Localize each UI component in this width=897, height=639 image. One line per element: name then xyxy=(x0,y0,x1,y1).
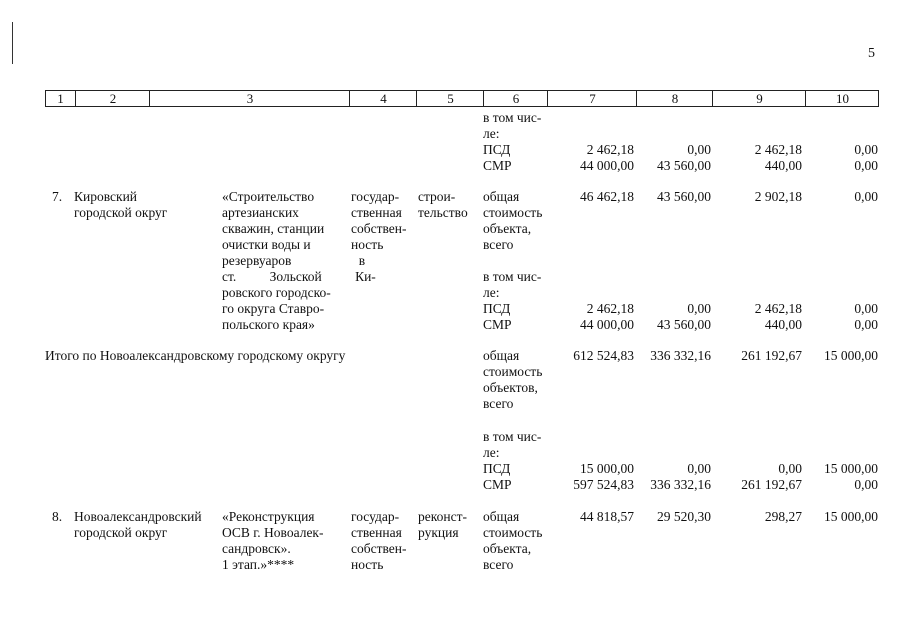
itogo-total-col10: 15 000,00 xyxy=(824,348,878,363)
row7-psd-col7: 2 462,18 xyxy=(586,301,634,316)
object-line: скважин, станции xyxy=(222,221,325,236)
itogo-total-col7: 612 524,83 xyxy=(573,348,634,363)
ownership-line: ность xyxy=(351,557,384,572)
cost-label-line: объектов, xyxy=(483,380,538,395)
object-line: ст. Зольской Ки- xyxy=(222,269,376,284)
object-line: артезианских xyxy=(222,205,299,220)
row7-total-col10: 0,00 xyxy=(854,189,878,204)
cost-label-line: объекта, xyxy=(483,541,532,556)
header-col-8: 8 xyxy=(636,91,713,106)
row7-total-col7: 46 462,18 xyxy=(580,189,634,204)
top-psd-col7: 2 462,18 xyxy=(586,142,634,157)
top-psd-col10: 0,00 xyxy=(854,142,878,157)
top-smr-col10: 0,00 xyxy=(854,158,878,173)
object-line: 1 этап.»**** xyxy=(222,557,295,572)
margin-line xyxy=(12,22,13,64)
row7-psd-col10: 0,00 xyxy=(854,301,878,316)
incl-line: в том чис- xyxy=(483,269,542,284)
work-line: строи- xyxy=(418,189,456,204)
psd-label: ПСД xyxy=(483,461,511,476)
ownership-line: собствен- xyxy=(351,221,407,236)
row7-psd-col9: 2 462,18 xyxy=(754,301,802,316)
header-col-7: 7 xyxy=(547,91,637,106)
cost-label-line: общая xyxy=(483,509,520,524)
top-smr-col7: 44 000,00 xyxy=(580,158,634,173)
district-line: городской округ xyxy=(74,525,168,540)
itogo-incl-label xyxy=(483,429,541,493)
smr-label: СМР xyxy=(483,158,512,173)
row8-total-col10: 15 000,00 xyxy=(824,509,878,524)
ownership-line: собствен- xyxy=(351,541,407,556)
itogo-total-col8: 336 332,16 xyxy=(650,348,711,363)
row7-cost-label xyxy=(483,189,542,253)
header-col-5: 5 xyxy=(416,91,484,106)
row7-district xyxy=(74,189,167,221)
incl-line: ле: xyxy=(483,445,500,460)
object-line: резервуаров в xyxy=(222,253,366,268)
page-number: 5 xyxy=(868,46,875,61)
header-col-2: 2 xyxy=(75,91,150,106)
cost-label-line: общая xyxy=(483,348,520,363)
incl-line: в том чис- xyxy=(483,110,542,125)
itogo-psd-col9: 0,00 xyxy=(778,461,802,476)
object-line: ОСВ г. Новоалек- xyxy=(222,525,324,540)
itogo-cost-label xyxy=(483,348,542,412)
row7-number: 7. xyxy=(52,189,63,204)
row7-total-col9: 2 902,18 xyxy=(754,189,802,204)
object-line: ровского городско- xyxy=(222,285,331,300)
incl-line: ле: xyxy=(483,285,500,300)
itogo-smr-col10: 0,00 xyxy=(854,477,878,492)
row7-psd-col8: 0,00 xyxy=(687,301,711,316)
cost-label-line: всего xyxy=(483,557,514,572)
top-incl-label xyxy=(483,110,541,174)
psd-label: ПСД xyxy=(483,301,511,316)
row8-total-col8: 29 520,30 xyxy=(657,509,711,524)
top-smr-col8: 43 560,00 xyxy=(657,158,711,173)
top-psd-col8: 0,00 xyxy=(687,142,711,157)
row7-ownership xyxy=(351,189,407,253)
row8-number: 8. xyxy=(52,509,63,524)
ownership-line: ственная xyxy=(351,205,402,220)
itogo-smr-col7: 597 524,83 xyxy=(573,477,634,492)
row7-incl-label xyxy=(483,269,541,333)
row8-cost-label xyxy=(483,509,542,573)
row8-total-col7: 44 818,57 xyxy=(580,509,634,524)
top-psd-col9: 2 462,18 xyxy=(754,142,802,157)
header-col-3: 3 xyxy=(149,91,350,106)
itogo-total-col9: 261 192,67 xyxy=(741,348,802,363)
itogo-smr-col8: 336 332,16 xyxy=(650,477,711,492)
row7-smr-col9: 440,00 xyxy=(764,317,802,332)
header-col-4: 4 xyxy=(349,91,417,106)
itogo-psd-col7: 15 000,00 xyxy=(580,461,634,476)
object-line: «Строительство xyxy=(222,189,315,204)
row7-smr-col7: 44 000,00 xyxy=(580,317,634,332)
row7-smr-col8: 43 560,00 xyxy=(657,317,711,332)
district-line: Новоалександровский xyxy=(74,509,202,524)
itogo-label: Итого по Новоалександровскому городскому округу xyxy=(45,348,346,363)
ownership-line: государ- xyxy=(351,509,400,524)
object-line: го округа Ставро- xyxy=(222,301,325,316)
itogo-smr-col9: 261 192,67 xyxy=(741,477,802,492)
cost-label-line: общая xyxy=(483,189,520,204)
ownership-line: ственная xyxy=(351,525,402,540)
work-line: тельство xyxy=(418,205,468,220)
itogo-psd-col10: 15 000,00 xyxy=(824,461,878,476)
row8-work-type xyxy=(418,509,467,541)
top-smr-col9: 440,00 xyxy=(764,158,802,173)
row8-object-name xyxy=(222,509,324,573)
object-line: «Реконструкция xyxy=(222,509,315,524)
incl-line: ле: xyxy=(483,126,500,141)
itogo-psd-col8: 0,00 xyxy=(687,461,711,476)
object-line: очистки воды и xyxy=(222,237,311,252)
psd-label: ПСД xyxy=(483,142,511,157)
header-col-6: 6 xyxy=(483,91,548,106)
cost-label-line: всего xyxy=(483,237,514,252)
header-col-1: 1 xyxy=(57,91,64,106)
header-col-10: 10 xyxy=(805,91,879,106)
object-line: сандровск». xyxy=(222,541,291,556)
row7-smr-col10: 0,00 xyxy=(854,317,878,332)
ownership-line: ность xyxy=(351,237,384,252)
ownership-line: государ- xyxy=(351,189,400,204)
row8-ownership xyxy=(351,509,407,573)
incl-line: в том чис- xyxy=(483,429,542,444)
district-line: Кировский xyxy=(74,189,138,204)
smr-label: СМР xyxy=(483,477,512,492)
row7-total-col8: 43 560,00 xyxy=(657,189,711,204)
header-col-9: 9 xyxy=(712,91,806,106)
cost-label-line: всего xyxy=(483,396,514,411)
cost-label-line: стоимость xyxy=(483,205,543,220)
row8-total-col9: 298,27 xyxy=(764,509,802,524)
cost-label-line: стоимость xyxy=(483,364,543,379)
work-line: рукция xyxy=(418,525,459,540)
column-number-header xyxy=(45,90,879,107)
row8-district xyxy=(74,509,202,541)
district-line: городской округ xyxy=(74,205,168,220)
smr-label: СМР xyxy=(483,317,512,332)
work-line: реконст- xyxy=(418,509,467,524)
cost-label-line: объекта, xyxy=(483,221,532,236)
object-line: польского края» xyxy=(222,317,315,332)
cost-label-line: стоимость xyxy=(483,525,543,540)
row7-work-type xyxy=(418,189,468,221)
